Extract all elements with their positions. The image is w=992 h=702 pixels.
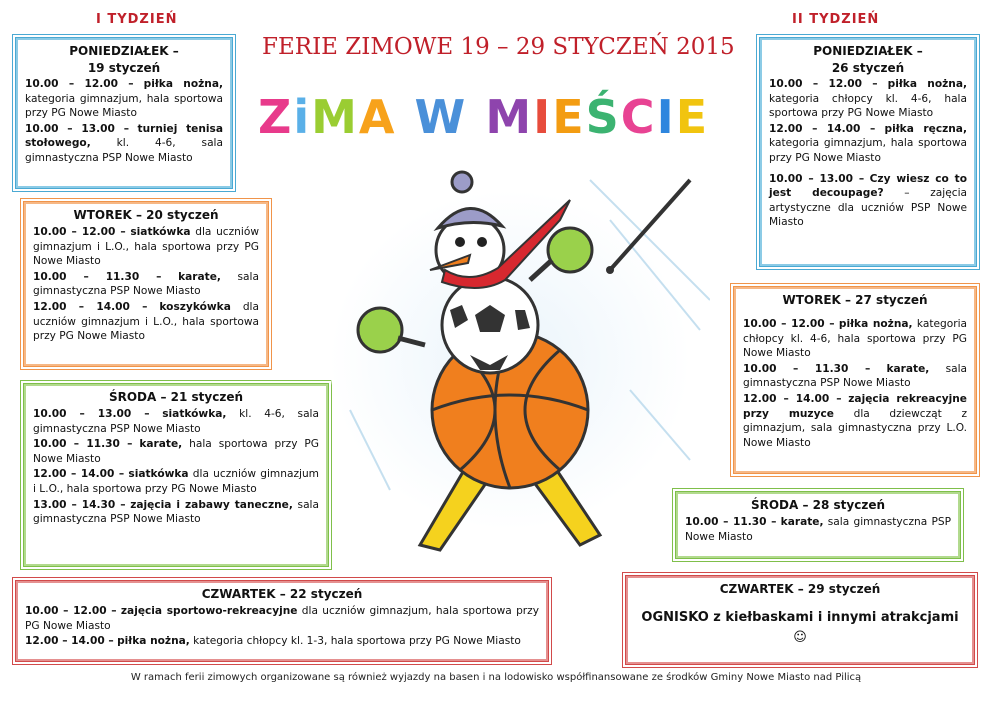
schedule-wednesday-week1 — [20, 380, 332, 570]
event-entry: 10.00 – 12.00 – piłka nożna, kategoria chłopcy kl. 4-6, hala sportowa przy PG Nowe Miasto — [769, 78, 967, 120]
schedule-tuesday-week1 — [20, 198, 272, 370]
subtitle-letter — [467, 90, 485, 144]
subtitle-letter: C — [620, 90, 657, 144]
event-entry: 12.00 – 14.00 – piłka ręczna, kategoria gimnazjum, hala sportowa przy PG Nowe Miasto — [769, 122, 967, 164]
event-entry: 10.00 – 12.00 – zajęcia sportowo-rekreacyjne dla uczniów gimnazjum, hala sportowa przy PG Nowe Miasto — [25, 605, 539, 632]
day-heading: PONIEDZIAŁEK – — [813, 44, 923, 58]
schedule-monday-week1 — [12, 34, 236, 192]
bonfire-highlight: OGNISKO z kiełbaskami i innymi atrakcjami ☺ — [641, 610, 959, 645]
subtitle-letter: A — [358, 90, 397, 144]
day-heading: PONIEDZIAŁEK – — [69, 44, 179, 58]
day-heading: WTOREK – 20 styczeń — [73, 208, 219, 222]
subtitle-letter: I — [533, 90, 553, 144]
subtitle-letter: M — [311, 90, 359, 144]
event-entry: 10.00 – 11.30 – karate, sala gimnastyczna PSP Nowe Miasto — [743, 362, 968, 390]
event-entry: 10.00 – 13.00 – Czy wiesz co to jest decoupage? – zajęcia artystyczne dla uczniów PSP Nowe Miasto — [769, 172, 967, 229]
event-entry: 10.00 – 11.30 – karate, sala gimnastyczna PSP Nowe Miasto — [33, 270, 259, 298]
event-entry: 10.00 – 11.30 – karate, sala gimnastyczna PSP Nowe Miasto — [685, 516, 951, 543]
subtitle-letter: W — [414, 90, 468, 144]
day-heading: WTOREK – 27 styczeń — [782, 293, 928, 307]
event-entry: 10.00 – 13.00 – siatkówka, kl. 4-6, sala gimnastyczna PSP Nowe Miasto — [33, 408, 319, 435]
event-entry: 12.00 – 14.00 – siatkówka dla uczniów gimnazjum i L.O., hala sportowa przy PG Nowe Miasto — [33, 468, 319, 495]
page-title: FERIE ZIMOWE 19 – 29 STYCZEŃ 2015 — [262, 34, 735, 60]
subtitle-letter: I — [656, 90, 676, 144]
day-heading: ŚRODA – 21 styczeń — [108, 390, 244, 404]
schedule-thursday-week2 — [622, 572, 978, 668]
subtitle-letter: M — [485, 90, 534, 144]
schedule-monday-week2 — [756, 34, 980, 270]
day-date: 19 styczeń — [87, 61, 161, 75]
day-heading: ŚRODA – 28 styczeń — [750, 498, 886, 512]
schedule-tuesday-week2 — [730, 283, 980, 477]
subtitle-letter: E — [552, 90, 586, 144]
event-entry: 10.00 – 12.00 – siatkówka dla uczniów gimnazjum i L.O., hala sportowa przy PG Nowe Miasto — [33, 226, 259, 268]
week-2-label: II TYDZIEŃ — [792, 12, 880, 27]
event-entry: 10.00 – 13.00 – turniej tenisa stołowego, kl. 4-6, sala gimnastyczna PSP Nowe Miasto — [25, 122, 223, 164]
subtitle-letter: i — [293, 90, 312, 144]
subtitle-letter: E — [675, 90, 710, 144]
event-entry: 12.00 – 14.00 – zajęcia rekreacyjne przy muzyce dla dziewcząt z gimnazjum, sala gimnastyczna przy L.O. Nowe Miasto — [743, 392, 968, 449]
snowman-illustration — [330, 160, 710, 560]
event-entry: 12.00 – 14.00 – piłka nożna, kategoria chłopcy kl. 1-3, hala sportowa przy PG Nowe Miasto — [25, 635, 521, 648]
day-heading: CZWARTEK – 29 styczeń — [719, 582, 881, 596]
event-entry: 10.00 – 11.30 – karate, hala sportowa przy PG Nowe Miasto — [33, 438, 320, 465]
subtitle-letter: Z — [258, 90, 294, 144]
schedule-wednesday-week2 — [672, 488, 964, 562]
subtitle-letter: Ś — [585, 90, 621, 144]
day-date: 26 styczeń — [831, 61, 905, 75]
week-1-label: I TYDZIEŃ — [96, 12, 178, 27]
event-entry: 10.00 – 12.00 – piłka nożna, kategoria chłopcy kl. 4-6, hala sportowa przy PG Nowe Miasto — [743, 318, 967, 360]
page-subtitle — [258, 90, 709, 144]
event-entry: 10.00 – 12.00 – piłka nożna, kategoria gimnazjum, hala sportowa przy PG Nowe Miasto — [25, 78, 223, 120]
day-heading: CZWARTEK – 22 styczeń — [201, 587, 363, 601]
schedule-thursday-week1 — [12, 577, 552, 665]
subtitle-letter — [397, 90, 415, 144]
event-entry: 13.00 – 14.30 – zajęcia i zabawy taneczne, sala gimnastyczna PSP Nowe Miasto — [33, 498, 319, 526]
event-entry: 12.00 – 14.00 – koszykówka dla uczniów gimnazjum i L.O., hala sportowa przy PG Nowe Miasto — [33, 300, 259, 343]
footer-note: W ramach ferii zimowych organizowane są również wyjazdy na basen i na lodowisko współfinansowane ze środków Gminy Nowe Miasto nad Pilicą — [130, 672, 862, 683]
